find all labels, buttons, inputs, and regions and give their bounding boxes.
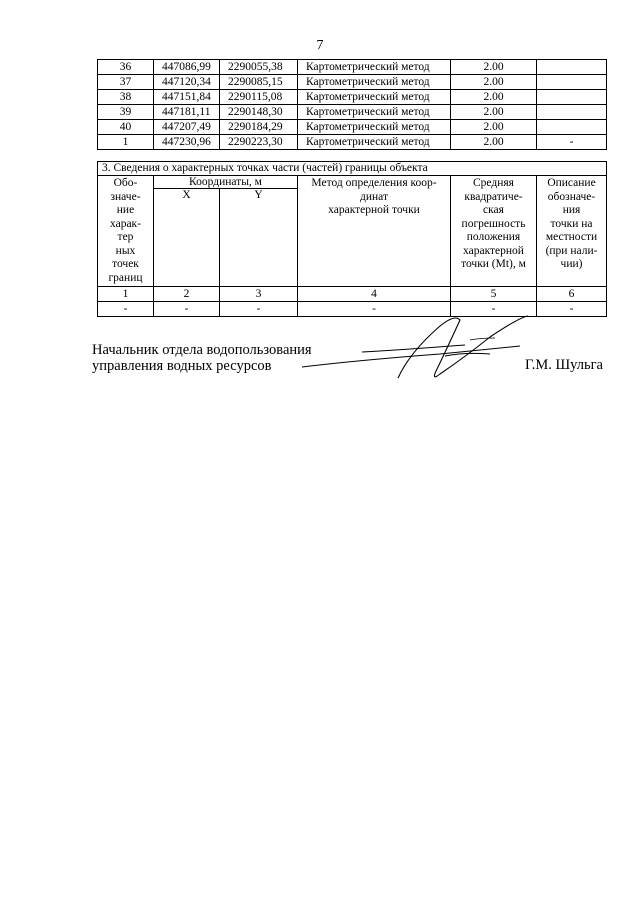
cell-coord-x: 447120,34 [154,75,220,90]
signatory-title-line2: управления водных ресурсов [92,358,272,374]
cell-coord-y: 2290055,38 [220,60,298,75]
cell-coord-x: 447230,96 [154,135,220,150]
cell-method: Картометрический метод [298,90,451,105]
signatory-name: Г.М. Шульга [525,357,603,373]
table-row [98,120,607,135]
table-row [98,135,607,150]
cell-coord-y: 2290115,08 [220,90,298,105]
table-row [98,105,607,120]
empty-cell-dash: - [451,302,537,317]
section3-table [97,161,607,317]
cell-point-number: 38 [98,90,154,105]
column-number: 2 [154,287,220,302]
page-number: 7 [316,38,324,53]
cell-description: - [537,135,607,150]
cell-mean-error: 2.00 [451,105,537,120]
table-row [98,90,607,105]
column-number: 6 [537,287,607,302]
header-mean-error: Средняя квадратиче- ская погрешность положения характерной точки (Mt), м [451,176,537,287]
signatory-title-line1: Начальник отдела водопользования [92,342,312,358]
cell-method: Картометрический метод [298,135,451,150]
column-number: 5 [451,287,537,302]
table-row [98,75,607,90]
cell-mean-error: 2.00 [451,75,537,90]
cell-method: Картометрический метод [298,105,451,120]
cell-coord-x: 447181,11 [154,105,220,120]
header-x: X [154,189,220,287]
coordinates-table-continued [97,59,607,150]
cell-description [537,60,607,75]
cell-point-number: 39 [98,105,154,120]
cell-mean-error: 2.00 [451,60,537,75]
header-description: Описание обозначе- ния точки на местности (при нали- чии) [537,176,607,287]
cell-coord-x: 447086,99 [154,60,220,75]
empty-cell-dash: - [220,302,298,317]
section3-title: 3. Сведения о характерных точках части (частей) границы объекта [98,162,607,176]
header-method: Метод определения коор- динат характерной точки [298,176,451,287]
handwritten-signature [290,312,530,387]
cell-point-number: 40 [98,120,154,135]
column-number: 3 [220,287,298,302]
cell-coord-y: 2290085,15 [220,75,298,90]
cell-method: Картометрический метод [298,120,451,135]
cell-coord-x: 447151,84 [154,90,220,105]
empty-cell-dash: - [298,302,451,317]
cell-description [537,90,607,105]
empty-cell-dash: - [537,302,607,317]
cell-description [537,105,607,120]
cell-mean-error: 2.00 [451,120,537,135]
header-point-designation: Обо- значе- ние харак- тер ных точек границ [98,176,154,287]
cell-mean-error: 2.00 [451,135,537,150]
header-coordinates: Координаты, м [154,176,298,189]
cell-point-number: 36 [98,60,154,75]
cell-point-number: 37 [98,75,154,90]
cell-mean-error: 2.00 [451,90,537,105]
cell-coord-y: 2290223,30 [220,135,298,150]
cell-description [537,75,607,90]
cell-coord-x: 447207,49 [154,120,220,135]
empty-cell-dash: - [98,302,154,317]
cell-coord-y: 2290184,29 [220,120,298,135]
signatory-title [92,342,312,374]
cell-method: Картометрический метод [298,60,451,75]
cell-method: Картометрический метод [298,75,451,90]
column-number: 4 [298,287,451,302]
cell-point-number: 1 [98,135,154,150]
empty-cell-dash: - [154,302,220,317]
cell-description [537,120,607,135]
header-y: Y [220,189,298,287]
table-row [98,60,607,75]
cell-coord-y: 2290148,30 [220,105,298,120]
column-number: 1 [98,287,154,302]
